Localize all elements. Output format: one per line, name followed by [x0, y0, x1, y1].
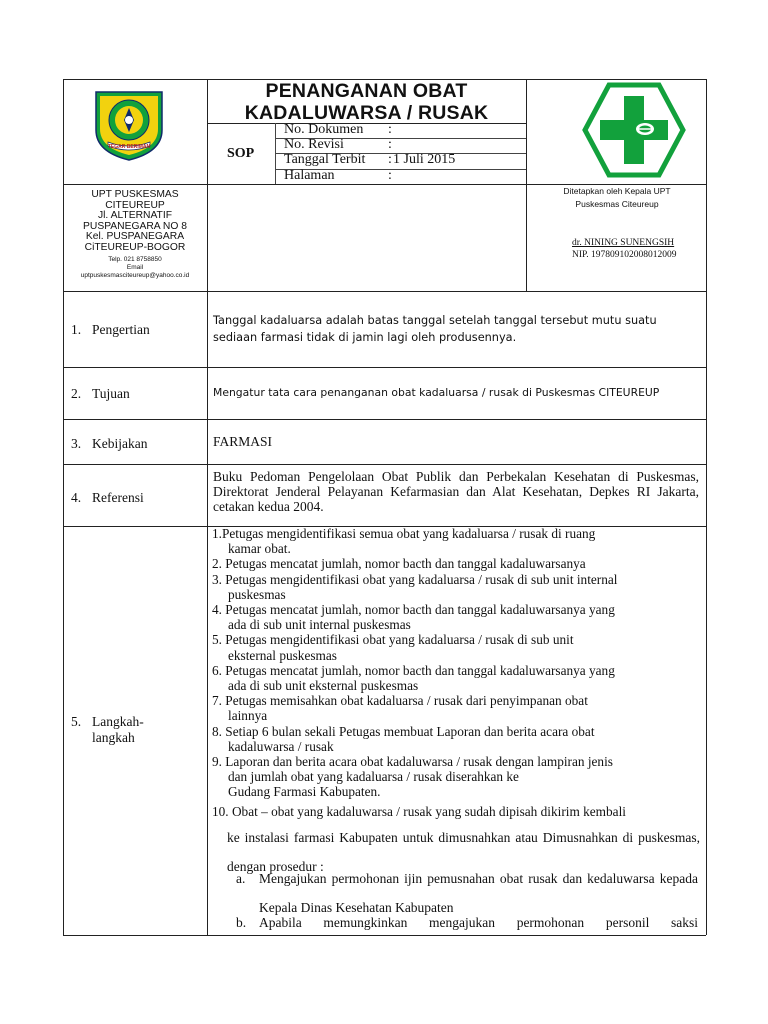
regency-shield-icon [92, 86, 166, 162]
section-number-langkah: 5. [71, 714, 82, 729]
step-item: 7. Petugas memisahkan obat kadaluarsa / rusak dari penyimpanan obat lainnya [212, 693, 588, 724]
address-line-6: CiTEUREUP-BOGOR [84, 241, 186, 253]
title-line-2: KADALUWARSA / RUSAK [244, 102, 489, 124]
meta-label-revisi: No. Revisi [284, 137, 344, 152]
sub-step-a-marker: a. [236, 871, 246, 886]
sop-label: SOP [227, 146, 255, 161]
puskesmas-hexagon-icon [582, 82, 686, 178]
section-label-referensi: Referensi [92, 490, 144, 505]
page-title [207, 80, 526, 124]
meta-value-terbit: 1 Juli 2015 [393, 152, 456, 167]
address-line-3: Jl. ALTERNATIF [98, 210, 172, 221]
approval-line-1: Ditetapkan oleh Kepala UPT [563, 186, 671, 196]
section-label-langkah-2: langkah [92, 730, 135, 745]
approval-block [527, 185, 707, 211]
step-item: 4. Petugas mencatat jumlah, nomor bacth dan tanggal kadaluwarsanya yang ada di sub unit internal puskesmas [212, 602, 615, 633]
approval-line-2: Puskesmas Citeureup [575, 199, 659, 209]
sub-step-b-marker: b. [236, 915, 247, 930]
step-item: 6. Petugas mencatat jumlah, nomor bacth dan tanggal kadaluwarsanya yang ada di sub unit eksternal puskesmas [212, 662, 615, 694]
sub-step-b [236, 908, 698, 937]
section-label-langkah-1: Langkah- [92, 714, 144, 729]
meta-sep-halaman: : [388, 168, 392, 183]
sub-step-a-text: Mengajukan permohonan ijin pemusnahan obat rusak dan kedaluwarsa kepada Kepala Dinas Kesehatan Kabupaten [259, 871, 698, 915]
section-label-tujuan: Tujuan [92, 386, 130, 401]
section-label-pengertian: Pengertian [92, 322, 150, 337]
section-number-tujuan: 2. [71, 386, 82, 401]
signatory-nip: NIP. 197809102008012009 [572, 250, 677, 260]
step-item: 5. Petugas mengidentifikasi obat yang kadaluarsa / rusak di sub unit eksternal puskesmas [212, 632, 574, 663]
step-item-10: 10. Obat – obat yang kadaluwarsa / rusak yang sudah dipisah dikirim kembali ke instalasi farmasi Kabupaten untuk dimusnahkan atau Dimusnahkan di puskesmas, dengan prosedur : [212, 803, 700, 874]
section-text-kebijakan: FARMASI [213, 434, 273, 449]
regency-motto: TEGAR BERIMAN [107, 144, 151, 150]
section-text-pengertian: Tanggal kadaluarsa adalah batas tanggal setelah tanggal tersebut mutu suatu sediaan farmasi tidak di jamin lagi oleh produsennya. [213, 314, 657, 344]
address-line-4: PUSPANEGARA NO 8 [83, 220, 187, 232]
address-email: uptpuskesmasciteureup@yahoo.co.id [80, 272, 190, 279]
section-text-tujuan: Mengatur tata cara penanganan obat kadaluarsa / rusak di Puskesmas CITEUREUP [213, 386, 660, 399]
step-item: 1.Petugas mengidentifikasi semua obat yang kadaluarsa / rusak di ruang kamar obat. [212, 526, 596, 557]
section-label-kebijakan: Kebijakan [92, 436, 148, 451]
meta-sep-revisi: : [388, 137, 392, 152]
step-item: 2. Petugas mencatat jumlah, nomor bacth dan tanggal kadaluwarsanya [212, 556, 586, 572]
institution-address [63, 190, 207, 280]
steps-list [212, 526, 700, 881]
section-number-referensi: 4. [71, 490, 82, 505]
address-telp: Telp. 021 8758850 [108, 256, 162, 263]
address-line-5: Kel. PUSPANEGARA [85, 231, 185, 242]
meta-label-terbit: Tanggal Terbit [284, 152, 366, 167]
signatory-name: dr. NINING SUNENGSIH [572, 238, 675, 248]
meta-label-dokumen: No. Dokumen [284, 122, 364, 137]
section-number-kebijakan: 3. [71, 436, 82, 451]
step-item: 9. Laporan dan berita acara obat kadaluwarsa / rusak dengan lampiran jenis dan jumlah obat yang kadaluarsa / rusak diserahkan ke Gudang Farmasi Kabupaten. [212, 754, 613, 800]
address-line-1: UPT PUSKESMAS [91, 189, 179, 200]
step-item: 3. Petugas mengidentifikasi obat yang kadaluarsa / rusak di sub unit internal puskesmas [212, 571, 618, 602]
title-line-1: PENANGANAN OBAT [265, 80, 468, 102]
address-email-label: Email [126, 264, 144, 271]
step-item: 8. Setiap 6 bulan sekali Petugas membuat Laporan dan berita acara obat kadaluwarsa / rusak [212, 723, 595, 754]
sub-step-b-text: Apabila memungkinkan mengajukan permohonan personil saksi [259, 915, 698, 930]
address-line-2: CITEUREUP [105, 199, 165, 211]
section-number-pengertian: 1. [71, 322, 82, 337]
meta-label-halaman: Halaman [284, 168, 335, 183]
meta-sep-dokumen: : [388, 122, 392, 137]
meta-sep-terbit: : [388, 152, 392, 167]
regency-logo [92, 86, 166, 162]
section-text-referensi: Buku Pedoman Pengelolaan Obat Publik dan Perbekalan Kesehatan di Puskesmas, Direktorat Jenderal Pelayanan Kefarmasian dan Alat Kesehatan, Depkes RI Jakarta, cetakan kedua 2004. [213, 469, 699, 515]
puskesmas-logo [582, 82, 686, 178]
